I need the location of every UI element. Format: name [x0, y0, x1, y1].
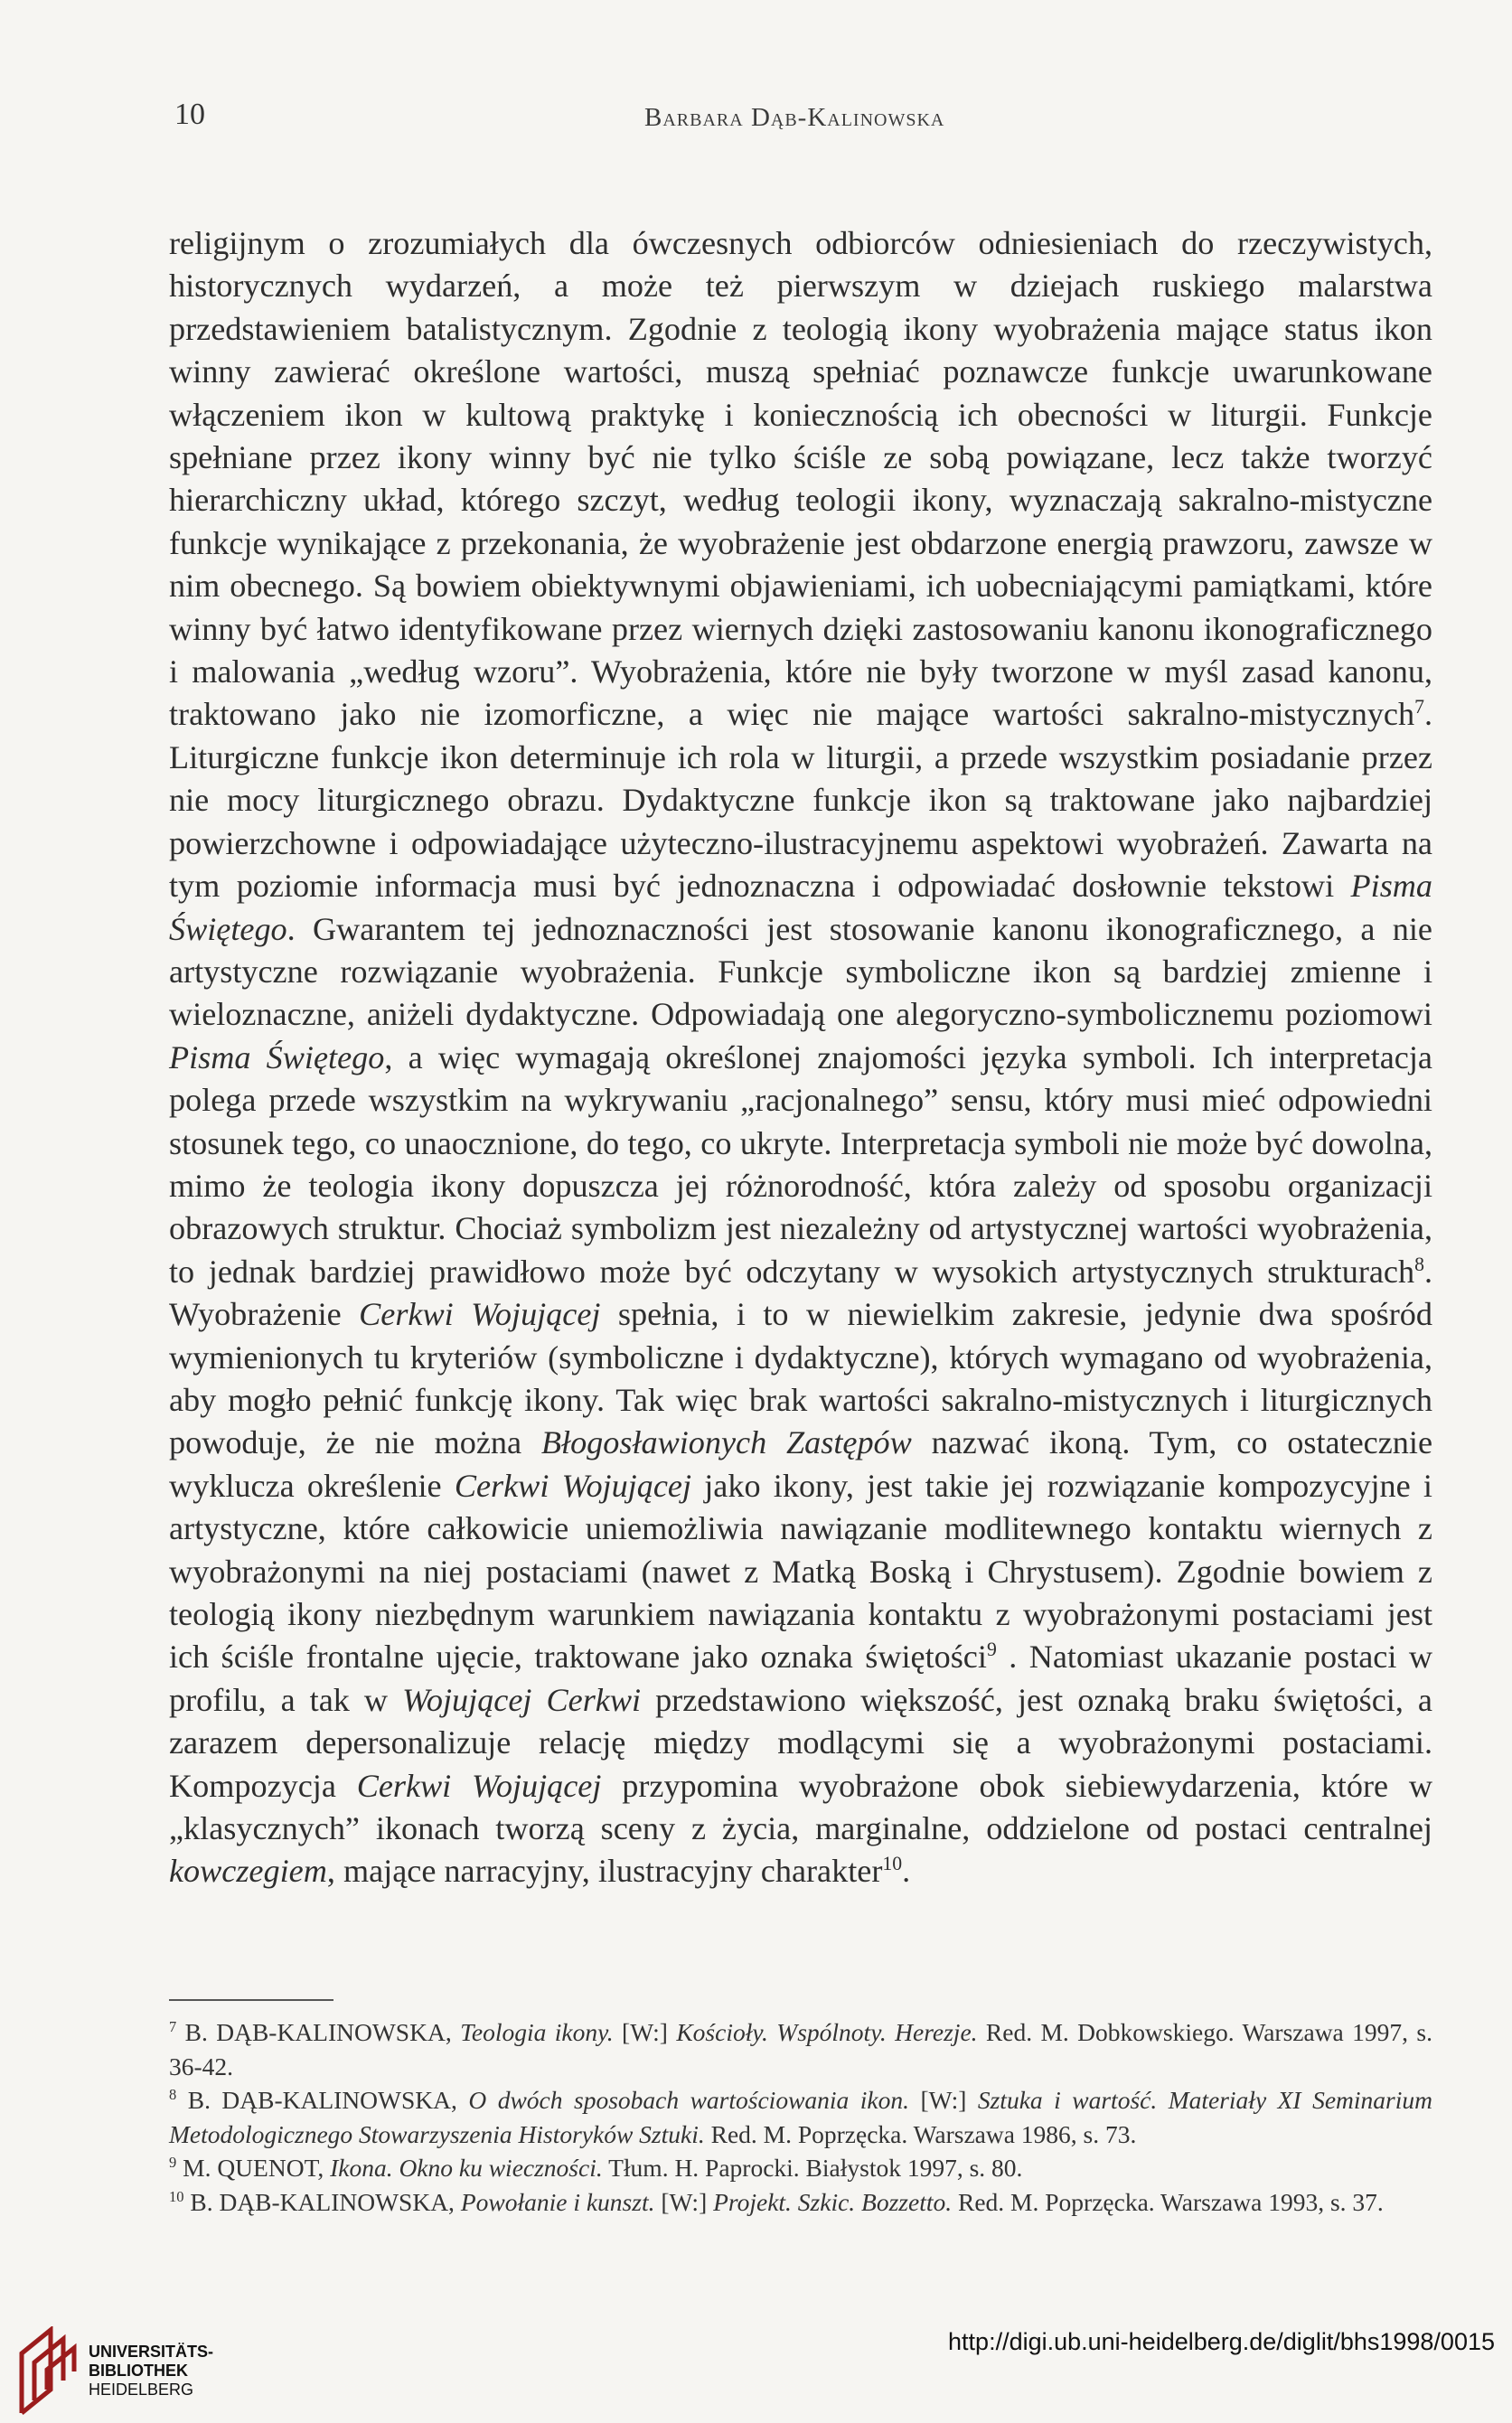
library-name-line: BIBLIOTHEK [89, 2361, 188, 2380]
text-run: . Liturgiczne funkcje ikon determinuje ich rola w liturgii, a przede wszystkim posiadanie przez nie mocy liturgicznego obrazu. Dydaktyczne funkcje ikon są traktowane jako najbardziej powierzchowne i odpowiadające użyteczno-ilustracyjnemu aspektowi wyobrażeń. Zawarta na tym poziomie informacja musi być jednoznaczna i odpowiadać dosłownie tekstowi [169, 696, 1432, 905]
text-run: przypomina wyobrażone obok siebiewydarzenia, które w „klasycznych” ikonach tworzą sceny z życia, marginalne, oddzielone od postaci centralnej [169, 1767, 1432, 1847]
footnote-title: O dwóch sposobach wartościowania ikon. [468, 2086, 909, 2115]
text-run: . Gwarantem tej jednoznaczności jest stosowanie kanonu ikonograficznego, a nie artystyczne rozwiązanie wyobrażenia. Funkcje symboliczne ikon są bardziej zmienne i wieloznaczne, aniżeli dydaktyczne. Odpowiadają one alegoryczno-symbolicznemu poziomowi [169, 910, 1432, 1033]
footnote-ref-9[interactable]: 9 [986, 1639, 997, 1661]
footnote-9 [169, 2151, 1432, 2185]
footnote-text: [W:] [613, 2018, 677, 2046]
footnote-title: Teologia ikony. [460, 2018, 614, 2046]
footnote-number: 9 [169, 2154, 177, 2172]
footnote-ref-8[interactable]: 8 [1414, 1253, 1424, 1275]
footnote-source: Kościoły. Wspólnoty. Herezje. [676, 2018, 978, 2046]
text-run: , mające narracyjny, ilustracyjny charakter [326, 1853, 883, 1890]
footnote-8 [169, 2083, 1432, 2151]
footnote-text: M. QUENOT, [176, 2154, 331, 2183]
footnote-ref-7[interactable]: 7 [1414, 696, 1424, 718]
text-run: . Natomiast ukazanie postaci w profilu, a tak w [169, 1639, 1432, 1718]
page-number: 10 [174, 98, 205, 131]
italic-title: Błogosławionych Zastępów [540, 1424, 912, 1461]
text-run: nazwać ikoną. Tym, co ostatecznie wyklucza określenie [169, 1424, 1433, 1504]
footnote-ref-10[interactable]: 10 [882, 1853, 903, 1875]
italic-title: Pisma Świętego [169, 1038, 385, 1075]
source-url[interactable]: http://digi.ub.uni-heidelberg.de/diglit/bhs1998/0015 [948, 2328, 1495, 2355]
footnote-title: Powołanie i kunszt. [460, 2187, 655, 2216]
text-run: spełnia, i to w niewielkim zakresie, jedynie dwa spośród wymienionych tu kryteriów (symboliczne i dydaktyczne), których wymagano od wyobrażenia, aby mogło pełnić funkcję ikony. Tak więc brak wartości sakralno-mistycznych i liturgicznych powoduje, że nie można [169, 1296, 1432, 1461]
footnote-text: Tłum. H. Paprocki. Białystok 1997, s. 80. [602, 2154, 1023, 2183]
footnote-text: B. DĄB-KALINOWSKA, [176, 2018, 461, 2046]
text-run: , a więc wymagają określonej znajomości języka symboli. Ich interpretacja polega przede wszystkim na wykrywaniu „racjonalnego” sensu, który musi mieć odpowiedni stosunek tego, co unaocznione, do tego, co ukryte. Interpretacja symboli nie może być dowolna, mimo że teologia ikony dopuszcza jej różnorodność, która zależy od sposobu organizacji obrazowych struktur. Chociaż symbolizm jest niezależny od artystycznej wartości wyobrażenia, to jednak bardziej prawidłowo może być odczytany w wysokich artystycznych strukturach [169, 1038, 1432, 1290]
footnote-text: B. DĄB-KALINOWSKA, [183, 2187, 461, 2216]
text-run: religijnym o zrozumiałych dla ówczesnych odbiorców odniesieniach do rzeczywistych, historycznych wydarzeń, a może też pierwszym w dziejach ruskiego malarstwa przedstawieniem batalistycznym. Zgodnie z teologią ikony wyobrażenia mające status ikon winny zawierać określone wartości, muszą spełniać poznawcze funkcje uwarunkowane włączeniem ikon w kultową praktykę i koniecznością ich obecności w liturgii. Funkcje spełniane przez ikony winny być nie tylko ściśle ze sobą powiązane, lecz także tworzyć hierarchiczny układ, którego szczyt, według teologii ikony, wyznaczają sakralno-mistyczne funkcje wynikające z przekonania, że wyobrażenie jest obdarzone energią prawzoru, zawsze w nim obecnego. Są bowiem obiektywnymi objawieniami, ich uobecniającymi pamiątkami, które winny być łatwo identyfikowane przez wiernych dzięki zastosowaniu kanonu ikonograficznego i malowania „według wzoru”. Wyobrażenia, które nie były tworzone w myśl zasad kanonu, traktowano jako nie izomorficzne, a więc nie mające wartości sakralno-mistycznych [169, 225, 1432, 733]
italic-title: Cerkwi Wojującej [359, 1296, 601, 1333]
library-name-line: UNIVERSITÄTS- [89, 2342, 214, 2361]
footnotes [169, 2015, 1432, 2220]
footnote-number: 10 [169, 2187, 184, 2205]
footnote-number: 8 [169, 2086, 177, 2104]
main-text [169, 222, 1432, 1893]
italic-title: Cerkwi Wojującej [356, 1767, 602, 1804]
footer [0, 2306, 1512, 2423]
library-logo[interactable] [14, 2326, 213, 2415]
footnote-title: Ikona. Okno ku wieczności. [330, 2154, 603, 2183]
footnote-text: Red. M. Poprzęcka. Warszawa 1986, s. 73. [704, 2119, 1137, 2148]
footnote-source: Projekt. Szkic. Bozzetto. [713, 2187, 953, 2216]
footnote-text: Red. M. Poprzęcka. Warszawa 1993, s. 37. [952, 2187, 1384, 2216]
text-run: jako ikony, jest takie jej rozwiązanie kompozycyjne i artystyczne, które całkowicie uniemożliwia nawiązanie modlitewnego kontaktu wiernych z wyobrażonymi na niej postaciami (nawet z Matką Boską i Chrystusem). Zgodnie bowiem z teologią ikony niezbędnym warunkiem nawiązania kontaktu z wyobrażonymi postaciami jest ich ściśle frontalne ujęcie, traktowane jako oznaka świętości [169, 1467, 1432, 1676]
text-run: . [902, 1853, 911, 1890]
text-run: przedstawiono większość, jest oznaką braku świętości, a zarazem depersonalizuje relację między modlącymi się a wyobrażonymi postaciami. Kompozycja [169, 1681, 1432, 1804]
text-run: . Wyobrażenie [169, 1253, 1432, 1333]
running-head: Barbara Dąb-Kalinowska [644, 103, 945, 132]
library-name-line: HEIDELBERG [89, 2380, 194, 2399]
italic-title: Cerkwi Wojującej [454, 1467, 692, 1504]
italic-title: Pisma Świętego [169, 868, 1432, 947]
footnote-text: Red. M. Dobkowskiego. Warszawa 1997, s. 36-42. [169, 2018, 1432, 2080]
footnote-10 [169, 2185, 1432, 2220]
library-emblem-icon [14, 2326, 78, 2415]
footnote-7 [169, 2015, 1432, 2083]
footnote-divider [169, 1999, 333, 2001]
library-name [89, 2343, 213, 2400]
footnote-number: 7 [169, 2017, 177, 2035]
footnote-source: Sztuka i wartość. Materiały XI Seminarium Metodologicznego Stowarzyszenia Historyków Sztuki. [169, 2086, 1432, 2148]
italic-term: kowczegiem [169, 1853, 327, 1890]
footnote-text: [W:] [654, 2187, 714, 2216]
footnote-text: B. DĄB-KALINOWSKA, [176, 2086, 469, 2115]
italic-title: Wojującej Cerkwi [402, 1681, 642, 1718]
footnote-text: [W:] [909, 2086, 978, 2115]
